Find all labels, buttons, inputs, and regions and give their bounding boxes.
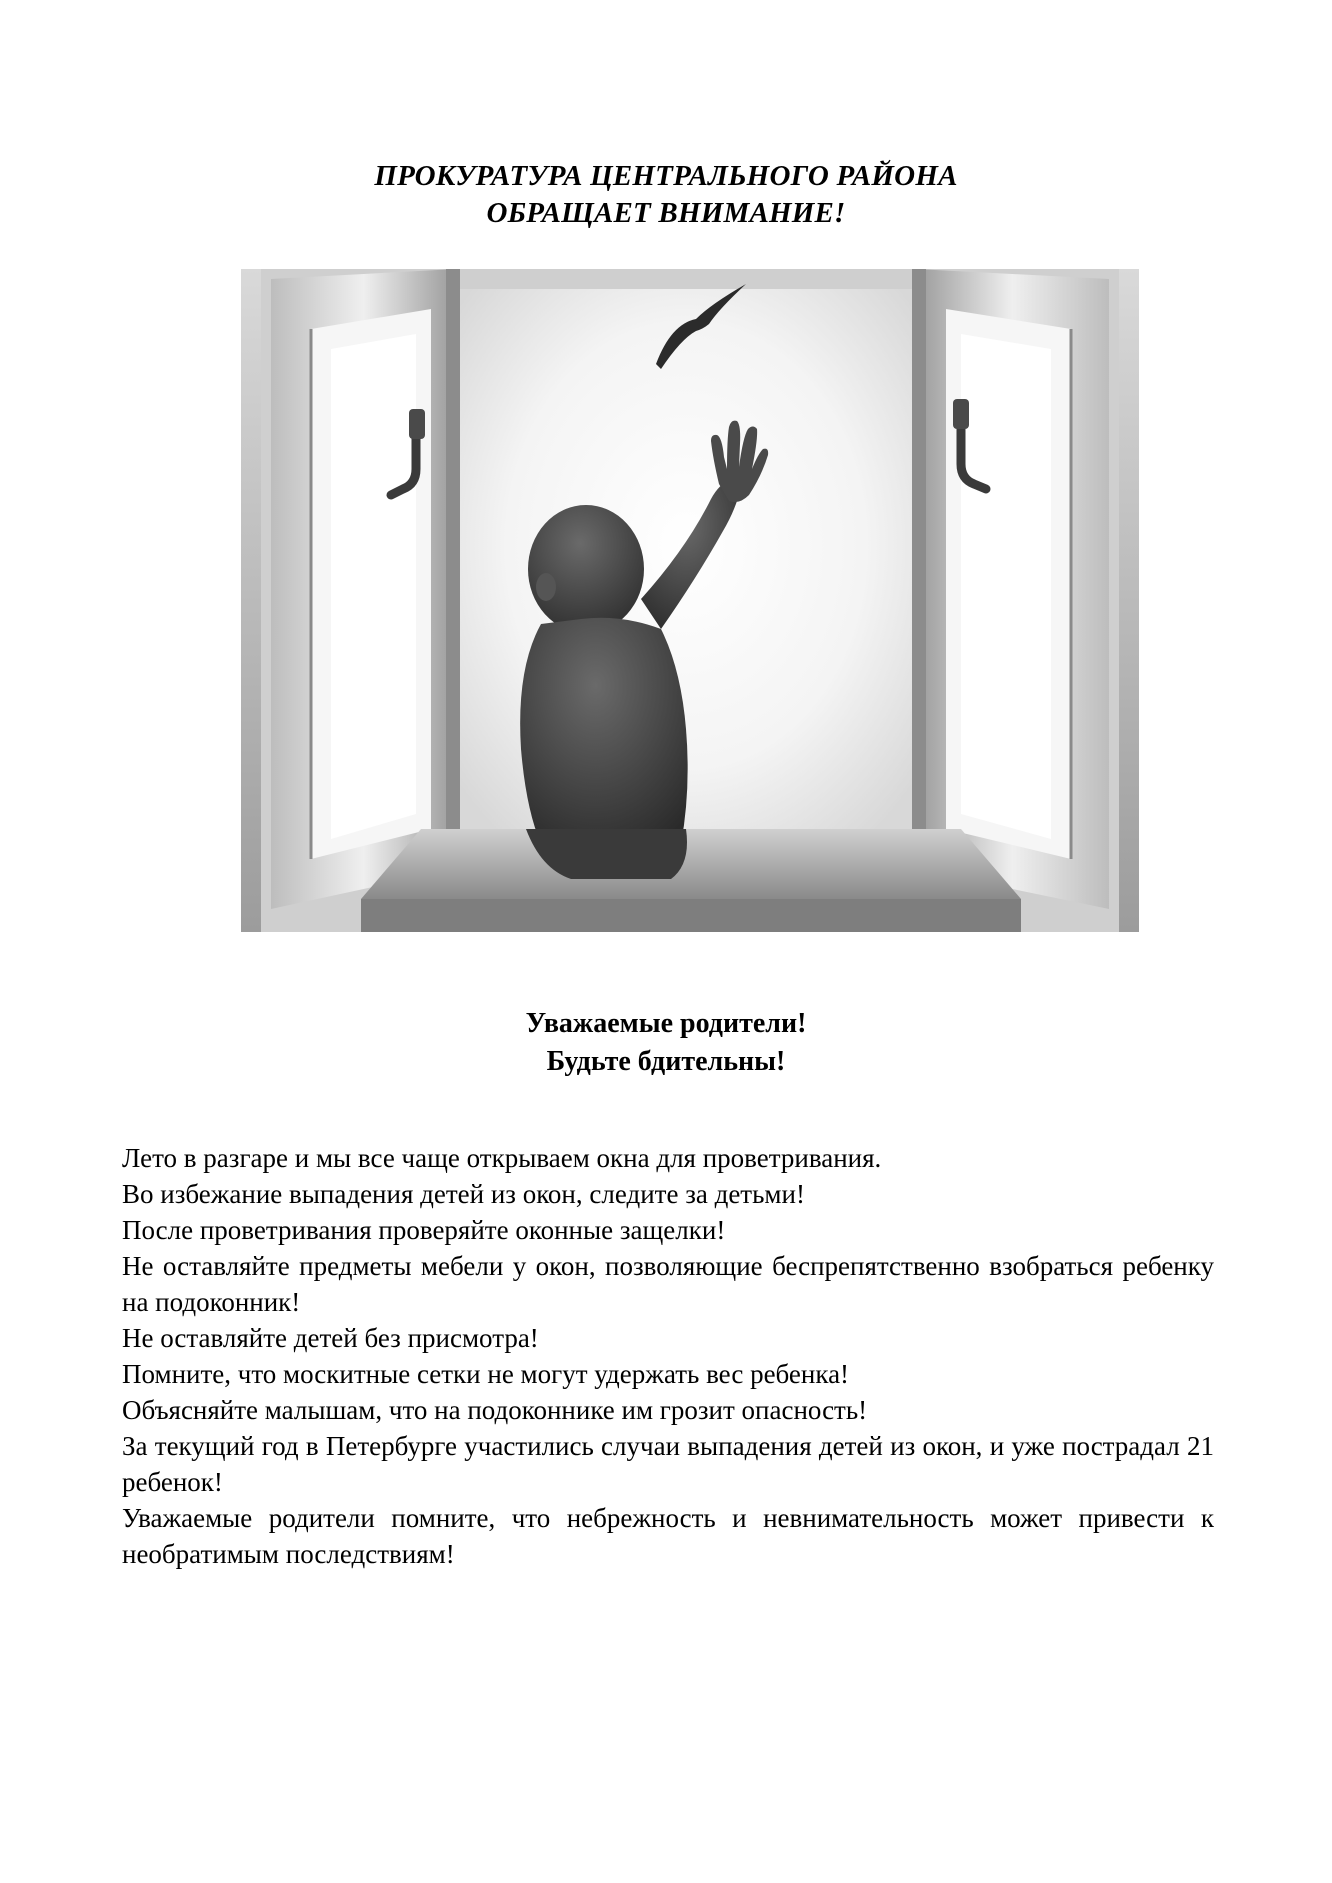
paragraph-6: Помните, что москитные сетки не могут удержать вес ребенка! <box>122 1359 850 1389</box>
paragraph-7: Объясняйте малышам, что на подоконнике им грозит опасность! <box>122 1395 868 1425</box>
greeting-heading <box>0 1005 1332 1081</box>
paragraph-4: Не оставляйте предметы мебели у окон, позволяющие беспрепятственно взобраться ребенку на подоконник! <box>122 1251 1214 1317</box>
paragraph-9: Уважаемые родители помните, что небрежность и невнимательность может привести к необратимым последствиям! <box>122 1503 1214 1569</box>
paragraph-3: После проветривания проверяйте оконные защелки! <box>122 1215 726 1245</box>
paragraph-8: За текущий год в Петербурге участились случаи выпадения детей из окон, и уже пострадал 21 ребенок! <box>122 1431 1214 1497</box>
paragraph-2: Во избежание выпадения детей из окон, следите за детьми! <box>122 1179 805 1209</box>
header-line-2: ОБРАЩАЕТ ВНИМАНИЕ! <box>486 197 846 229</box>
paragraph-1: Лето в разгаре и мы все чаще открываем окна для проветривания. <box>122 1143 882 1173</box>
greeting-line-1: Уважаемые родители! <box>525 1008 807 1039</box>
greeting-line-2: Будьте бдительны! <box>546 1046 786 1077</box>
paragraph-5: Не оставляйте детей без присмотра! <box>122 1323 539 1353</box>
child-at-window-illustration <box>241 269 1139 932</box>
header-line-1: ПРОКУРАТУРА ЦЕНТРАЛЬНОГО РАЙОНА <box>374 160 958 192</box>
header-title <box>0 158 1332 232</box>
safety-instructions <box>122 1140 1214 1572</box>
